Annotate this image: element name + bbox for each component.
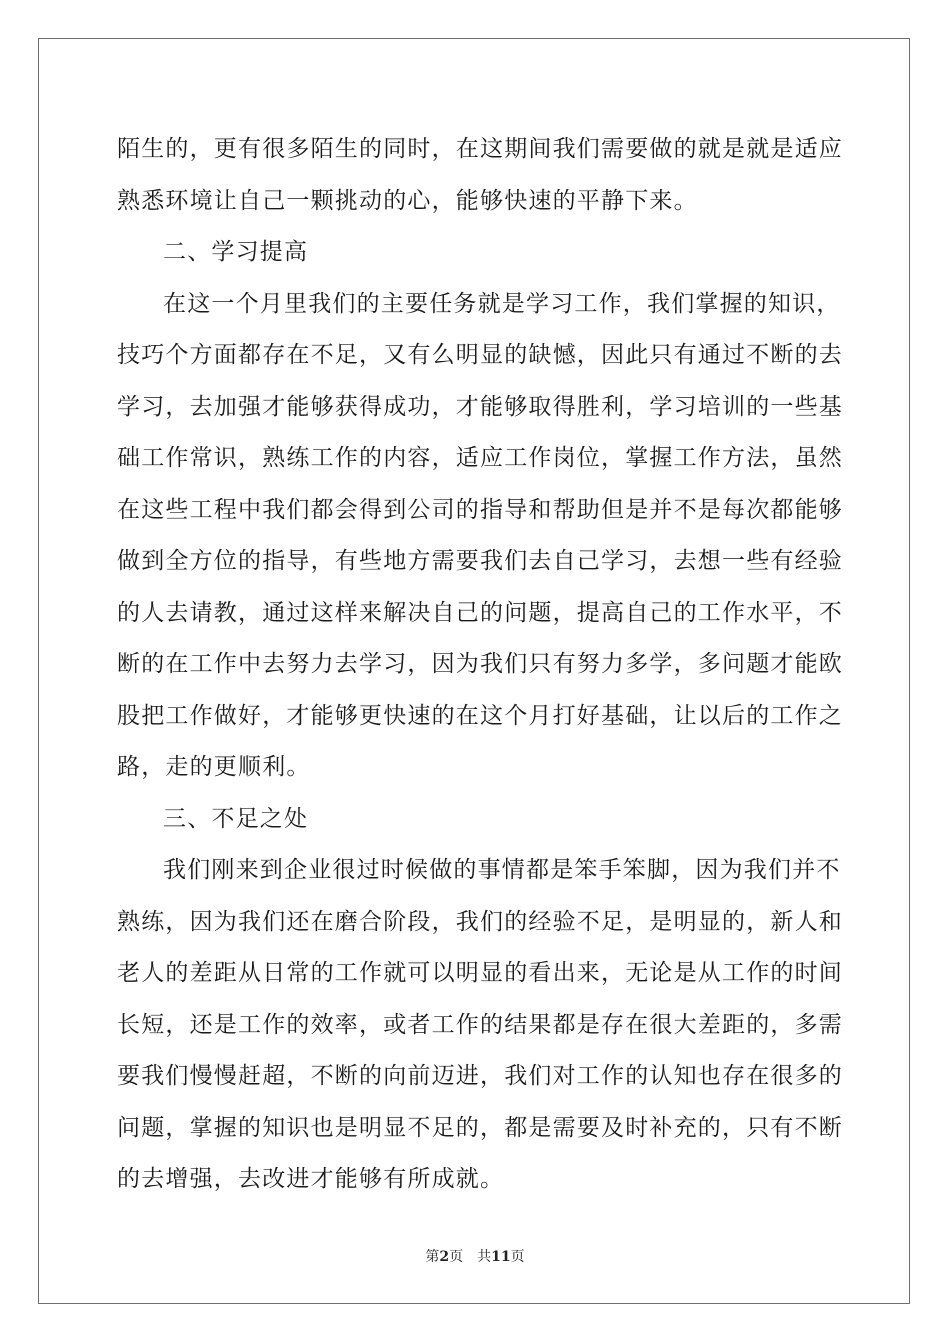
text-line: 老人的差距从日常的工作就可以明显的看出来，无论是从工作的时间 — [117, 960, 843, 986]
total-suffix: 页 — [510, 1249, 525, 1265]
text-line: 要我们慢慢赶超，不断的向前迈进，我们对工作的认知也存在很多的 — [117, 1063, 843, 1089]
text-line: 学习，去加强才能够获得成功，才能够取得胜利，学习培训的一些基 — [117, 393, 843, 420]
section-heading: 三、不足之处 — [163, 805, 309, 832]
text-line: 的去增强，去改进才能够有所成就。 — [117, 1166, 505, 1192]
text-line: 础工作常识，熟练工作的内容，适应工作岗位，掌握工作方法，虽然 — [117, 445, 843, 471]
text-line: 陌生的，更有很多陌生的同时，在这期间我们需要做的就是就是适应 — [117, 136, 843, 162]
text-line: 熟练，因为我们还在磨合阶段，我们的经验不足，是明显的，新人和 — [117, 908, 843, 935]
total-pages: 11 — [491, 1249, 511, 1265]
text-line: 问题，掌握的知识也是明显不足的，都是需要及时补充的，只有不断 — [117, 1114, 843, 1141]
text-line: 做到全方位的指导，有些地方需要我们去自己学习，去想一些有经验 — [117, 548, 843, 574]
page-prefix: 第 — [425, 1249, 440, 1265]
text-line: 在这一个月里我们的主要任务就是学习工作，我们掌握的知识， — [163, 290, 841, 317]
text-line: 技巧个方面都存在不足，又有么明显的缺憾，因此只有通过不断的去 — [117, 342, 843, 368]
text-line: 在这些工程中我们都会得到公司的指导和帮助但是并不是每次都能够 — [117, 496, 843, 523]
page-number: 2 — [439, 1249, 450, 1265]
text-line: 路，走的更顺利。 — [117, 754, 311, 780]
total-prefix: 共 — [477, 1249, 492, 1265]
text-line: 我们刚来到企业很过时候做的事情都是笨手笨脚，因为我们并不 — [163, 857, 841, 883]
page-footer — [0, 1246, 950, 1266]
section-heading: 二、学习提高 — [163, 239, 309, 265]
text-line: 长短，还是工作的效率，或者工作的结果都是存在很大差距的，多需 — [117, 1011, 843, 1038]
text-line: 熟悉环境让自己一颗挑动的心，能够快速的平静下来。 — [117, 187, 698, 214]
text-line: 断的在工作中去努力去学习，因为我们只有努力多学，多问题才能欧 — [117, 651, 843, 677]
document-body — [117, 124, 843, 1206]
text-line: 的人去请教，通过这样来解决自己的问题，提高自己的工作水平，不 — [117, 599, 843, 626]
page-suffix: 页 — [449, 1249, 464, 1265]
text-line: 股把工作做好，才能够更快速的在这个月打好基础，让以后的工作之 — [117, 702, 843, 729]
